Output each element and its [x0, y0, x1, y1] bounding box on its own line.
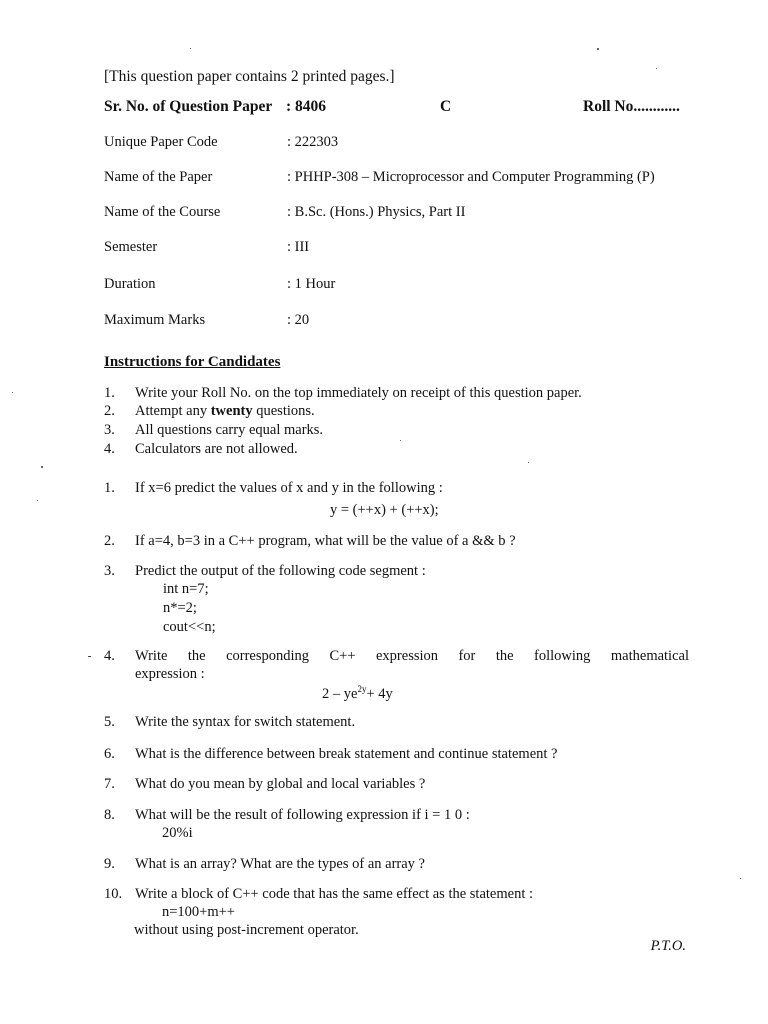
- question-number: 9.: [104, 856, 115, 872]
- meta-label: Name of the Course: [104, 204, 221, 220]
- meta-label: Maximum Marks: [104, 312, 206, 328]
- question-number: 7.: [104, 776, 115, 792]
- scan-speck: [528, 462, 529, 463]
- instruction-text: Write your Roll No. on the top immediately on receipt of this question paper.: [135, 385, 582, 401]
- instruction-text: Calculators are not allowed.: [135, 441, 298, 457]
- paper-set-letter: C: [440, 98, 452, 115]
- question-text: Write the corresponding C++ expression for the following mathematical: [135, 648, 689, 664]
- question-number: 2.: [104, 533, 115, 549]
- question-text: If a=4, b=3 in a C++ program, what will be the value of a && b ?: [135, 533, 516, 549]
- scan-speck: [190, 48, 191, 49]
- question-number: 5.: [104, 714, 115, 730]
- question-1-formula: y = (++x) + (++x);: [330, 502, 439, 518]
- question-4-formula: $2 - ye^{2y}+ 4y$: [322, 684, 393, 702]
- scan-speck: [656, 68, 657, 69]
- serial-number-value: : 8406: [286, 98, 327, 115]
- question-text: What will be the result of following expression if i = 1 0 :: [135, 807, 470, 823]
- printed-pages-note: [This question paper contains 2 printed pages.]: [104, 68, 395, 85]
- question-text: Predict the output of the following code segment :: [135, 563, 426, 579]
- scan-speck: [37, 500, 38, 501]
- scan-speck: [400, 440, 401, 441]
- instruction-number: 3.: [104, 422, 115, 438]
- question-number: 3.: [104, 563, 115, 579]
- instructions-heading: Instructions for Candidates: [104, 354, 281, 370]
- serial-number-label: Sr. No. of Question Paper: [104, 98, 273, 115]
- instruction-number: 1.: [104, 385, 115, 401]
- meta-label: Duration: [104, 276, 156, 292]
- question-text: If x=6 predict the values of x and y in the following :: [135, 480, 443, 496]
- please-turn-over: P.T.O.: [650, 938, 686, 954]
- code-line: n=100+m++: [162, 904, 235, 920]
- scan-speck: [88, 656, 91, 657]
- meta-label: Unique Paper Code: [104, 134, 218, 150]
- instruction-text: All questions carry equal marks.: [135, 422, 324, 438]
- question-number: 4.: [104, 648, 115, 664]
- question-10-continued: without using post-increment operator.: [134, 922, 359, 938]
- meta-value: : PHHP-308 – Microprocessor and Computer Programming (P): [287, 169, 655, 185]
- code-line: 20%i: [162, 825, 193, 841]
- meta-value: : B.Sc. (Hons.) Physics, Part II: [287, 204, 466, 220]
- scan-speck: [740, 878, 741, 879]
- question-text-continued: expression :: [135, 666, 205, 682]
- meta-value: : III: [287, 239, 310, 255]
- emphasis-twenty: twenty: [210, 403, 253, 419]
- scan-speck: [597, 48, 599, 50]
- meta-value: : 222303: [287, 134, 339, 150]
- formula-exponent: 2y: [357, 684, 367, 694]
- question-text: What is the difference between break statement and continue statement ?: [135, 746, 558, 762]
- instruction-text: Attempt any twenty questions.: [135, 403, 315, 419]
- scan-speck: [12, 392, 13, 393]
- meta-label: Semester: [104, 239, 158, 255]
- code-line: cout<<n;: [163, 619, 216, 635]
- question-text: What do you mean by global and local variables ?: [135, 776, 426, 792]
- instruction-number: 4.: [104, 441, 115, 457]
- question-text: Write the syntax for switch statement.: [135, 714, 356, 730]
- roll-number-field: Roll No............: [583, 98, 680, 115]
- instruction-number: 2.: [104, 403, 115, 419]
- question-number: 8.: [104, 807, 115, 823]
- question-number: 10.: [104, 886, 123, 902]
- meta-label: Name of the Paper: [104, 169, 213, 185]
- code-line: int n=7;: [163, 581, 209, 597]
- meta-value: : 20: [287, 312, 310, 328]
- question-number: 6.: [104, 746, 115, 762]
- question-number: 1.: [104, 480, 115, 496]
- meta-value: : 1 Hour: [287, 276, 336, 292]
- question-text: Write a block of C++ code that has the same effect as the statement :: [135, 886, 533, 902]
- scan-speck: [41, 466, 43, 468]
- question-text: What is an array? What are the types of an array ?: [135, 856, 425, 872]
- code-line: n*=2;: [163, 600, 197, 616]
